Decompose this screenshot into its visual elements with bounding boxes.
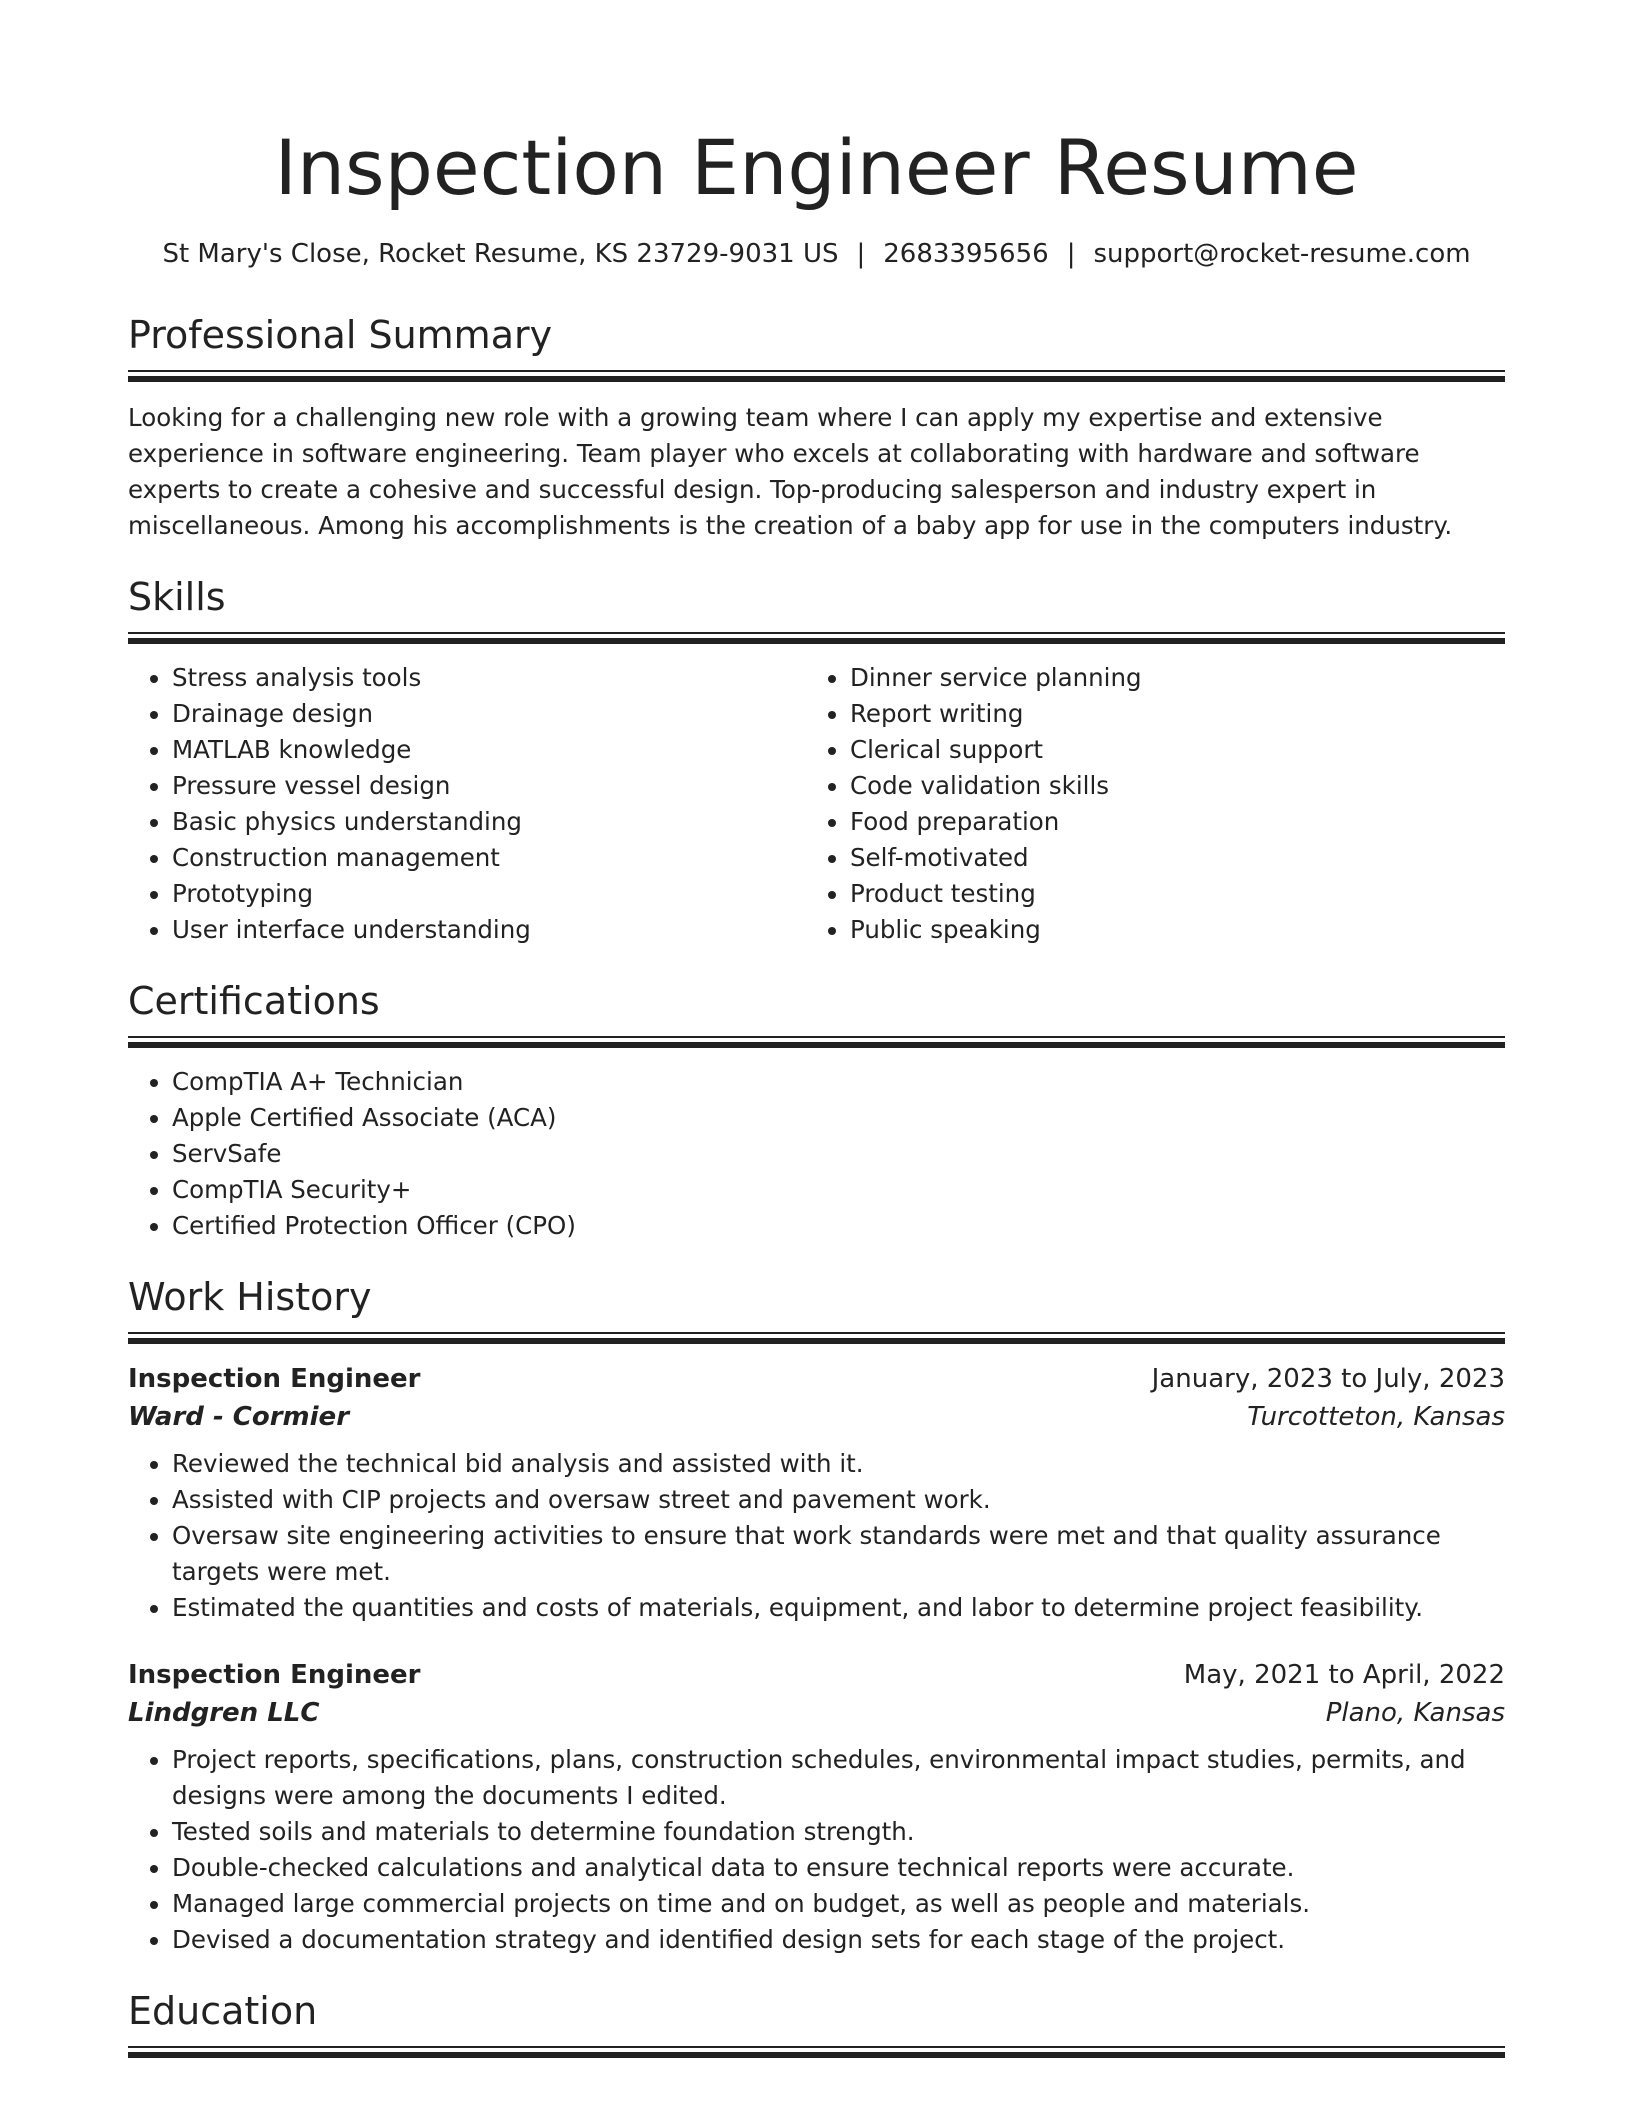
work-history-section xyxy=(128,1272,1505,1958)
resume-title: Inspection Engineer Resume xyxy=(274,123,1359,212)
list-item: • Report writing xyxy=(850,696,1484,732)
job-header-row xyxy=(128,1360,1505,1398)
section-divider xyxy=(128,2046,1505,2058)
summary-text: Looking for a challenging new role with a growing team where I can apply my expertise and extensive experience in software engineering. Team player who excels at collaborating with hardware and software experts to create a cohesive and successful design. Top-producing salesperson and industry expert in miscellaneous. Among his accomplishments is the creation of a baby app for use in the computers industry. xyxy=(128,403,1453,540)
section-divider xyxy=(128,1332,1505,1344)
contact-phone: 2683395656 xyxy=(883,239,1049,269)
certifications-list xyxy=(128,1064,1505,1244)
list-item: • User interface understanding xyxy=(172,912,806,948)
job-entry xyxy=(128,1360,1505,1626)
contact-line xyxy=(128,236,1505,272)
job-company-row xyxy=(128,1398,1505,1436)
job-dates: January, 2023 to July, 2023 xyxy=(1151,1364,1505,1394)
list-item: • Certified Protection Officer (CPO) xyxy=(172,1208,1505,1244)
resume-page xyxy=(128,0,1505,2058)
section-heading-education: Education xyxy=(128,1989,318,2033)
list-item: • Dinner service planning xyxy=(850,660,1484,696)
contact-email: support@rocket-resume.com xyxy=(1093,239,1471,269)
list-item: • Double-checked calculations and analytical data to ensure technical reports were accurate. xyxy=(172,1850,1505,1886)
list-item: • ServSafe xyxy=(172,1136,1505,1172)
list-item: • Devised a documentation strategy and identified design sets for each stage of the project. xyxy=(172,1922,1505,1958)
list-item: • Managed large commercial projects on time and on budget, as well as people and materials. xyxy=(172,1886,1505,1922)
section-heading-work-history: Work History xyxy=(128,1275,372,1319)
education-section xyxy=(128,1986,1505,2058)
list-item: • Code validation skills xyxy=(850,768,1484,804)
list-item: • Clerical support xyxy=(850,732,1484,768)
list-item: • Drainage design xyxy=(172,696,806,732)
list-item: • Project reports, specifications, plans, construction schedules, environmental impact studies, permits, and designs were among the documents I edited. xyxy=(172,1742,1505,1814)
list-item: • CompTIA Security+ xyxy=(172,1172,1505,1208)
list-item: • Estimated the quantities and costs of materials, equipment, and labor to determine project feasibility. xyxy=(172,1590,1505,1626)
skills-list-right xyxy=(806,660,1484,948)
section-divider xyxy=(128,632,1505,644)
job-company: Lindgren LLC xyxy=(128,1698,320,1728)
contact-separator: | xyxy=(1066,239,1076,269)
list-item: • Public speaking xyxy=(850,912,1484,948)
contact-address: St Mary's Close, Rocket Resume, KS 23729-9031 US xyxy=(162,239,839,269)
list-item: • Assisted with CIP projects and oversaw street and pavement work. xyxy=(172,1482,1505,1518)
list-item: • MATLAB knowledge xyxy=(172,732,806,768)
job-header-row xyxy=(128,1656,1505,1694)
job-location: Turcotteton, Kansas xyxy=(1247,1402,1505,1432)
job-company-row xyxy=(128,1694,1505,1732)
list-item: • Reviewed the technical bid analysis and assisted with it. xyxy=(172,1446,1505,1482)
section-heading-summary: Professional Summary xyxy=(128,313,553,357)
list-item: • Apple Certified Associate (ACA) xyxy=(172,1100,1505,1136)
list-item: • Tested soils and materials to determine foundation strength. xyxy=(172,1814,1505,1850)
list-item: • Construction management xyxy=(172,840,806,876)
skills-section xyxy=(128,572,1505,948)
job-title: Inspection Engineer xyxy=(128,1364,421,1394)
section-heading-skills: Skills xyxy=(128,575,226,619)
list-item: • Food preparation xyxy=(850,804,1484,840)
contact-separator: | xyxy=(856,239,866,269)
list-item: • Self-motivated xyxy=(850,840,1484,876)
certifications-section xyxy=(128,976,1505,1244)
list-item: • Oversaw site engineering activities to ensure that work standards were met and that quality assurance targets were met. xyxy=(172,1518,1505,1590)
job-location: Plano, Kansas xyxy=(1325,1698,1505,1728)
job-entry xyxy=(128,1656,1505,1958)
list-item: • Stress analysis tools xyxy=(172,660,806,696)
job-bullets xyxy=(128,1742,1505,1958)
section-divider xyxy=(128,370,1505,382)
list-item: • Basic physics understanding xyxy=(172,804,806,840)
list-item: • Prototyping xyxy=(172,876,806,912)
job-title: Inspection Engineer xyxy=(128,1660,421,1690)
list-item: • CompTIA A+ Technician xyxy=(172,1064,1505,1100)
summary-section xyxy=(128,310,1505,544)
skills-grid xyxy=(128,660,1505,948)
section-divider xyxy=(128,1036,1505,1048)
list-item: • Product testing xyxy=(850,876,1484,912)
section-heading-certifications: Certifications xyxy=(128,979,380,1023)
job-company: Ward - Cormier xyxy=(128,1402,350,1432)
job-bullets xyxy=(128,1446,1505,1626)
skills-list-left xyxy=(128,660,806,948)
list-item: • Pressure vessel design xyxy=(172,768,806,804)
job-dates: May, 2021 to April, 2022 xyxy=(1183,1660,1505,1690)
